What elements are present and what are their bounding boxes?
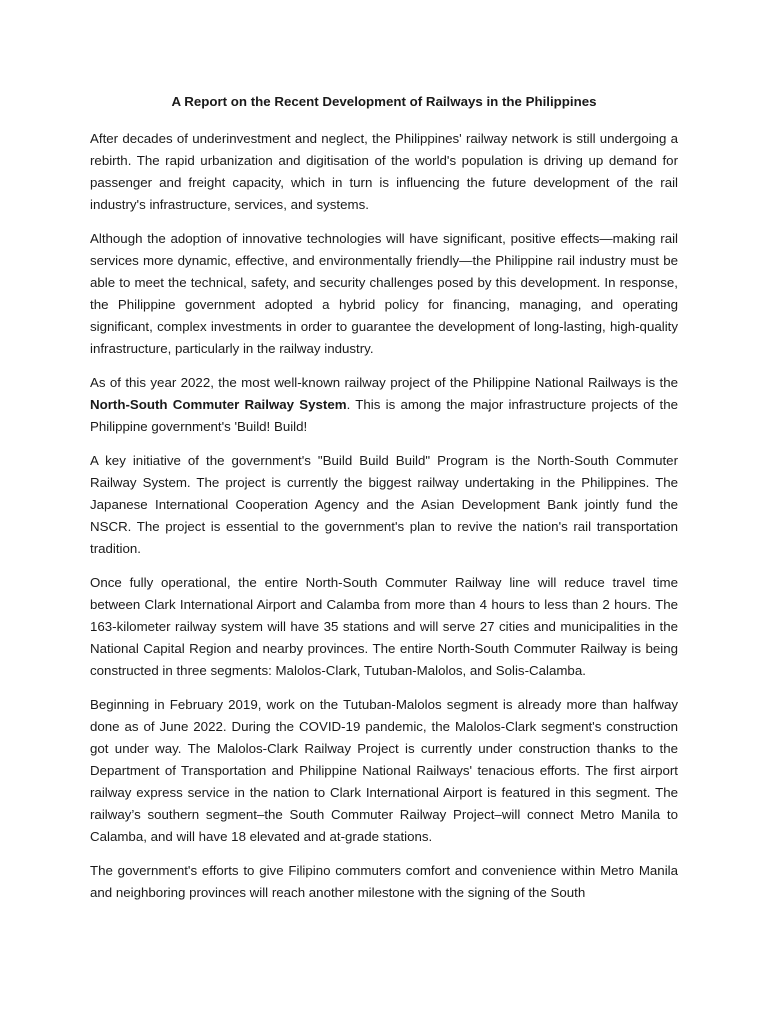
nscr-system-name: North-South Commuter Railway System: [90, 397, 347, 412]
document-title: A Report on the Recent Development of Railways in the Philippines: [171, 94, 597, 109]
paragraph-1: After decades of underinvestment and neglect, the Philippines' railway network is still undergoing a rebirth. The rapid urbanization and digitisation of the world's population is driving up demand for passenger and freight capacity, which in turn is influencing the future development of the rail industry's infrastructure, services, and systems.: [90, 131, 678, 212]
paragraph-4: A key initiative of the government's "Build Build Build" Program is the North-South Commuter Railway System. The project is currently the biggest railway undertaking in the Philippines. The Japanese International Cooperation Agency and the Asian Development Bank jointly fund the NSCR. The project is essential to the government's plan to revive the nation's rail transportation tradition.: [90, 453, 678, 556]
paragraph-3-start: As of this year 2022, the most well-known railway project of the Philippine National Railways is the: [90, 375, 678, 390]
document-page: [90, 92, 678, 916]
paragraph-6: Beginning in February 2019, work on the Tutuban-Malolos segment is already more than halfway done as of June 2022. During the COVID-19 pandemic, the Malolos-Clark segment's construction got under way. The Malolos-Clark Railway Project is currently under construction thanks to the Department of Transportation and Philippine National Railways' tenacious efforts. The first airport railway express service in the nation to Clark International Airport is featured in this segment. The railway’s southern segment–the South Commuter Railway Project–will connect Metro Manila to Calamba, and will have 18 elevated and at-grade stations.: [90, 697, 678, 844]
paragraph-2: Although the adoption of innovative technologies will have significant, positive effects—making rail services more dynamic, effective, and environmentally friendly—the Philippine rail industry must be able to meet the technical, safety, and security challenges posed by this development. In response, the Philippine government adopted a hybrid policy for financing, managing, and operating significant, complex investments in order to guarantee the development of long-lasting, high-quality infrastructure, particularly in the railway industry.: [90, 231, 678, 356]
paragraph-3: [90, 372, 678, 438]
paragraph-3-end: . This is among the major infrastructure projects of the Philippine government's 'Build! Build!: [90, 397, 678, 434]
paragraph-7: The government's efforts to give Filipino commuters comfort and convenience within Metro Manila and neighboring provinces will reach another milestone with the signing of the South: [90, 863, 678, 900]
paragraph-5: Once fully operational, the entire North-South Commuter Railway line will reduce travel time between Clark International Airport and Calamba from more than 4 hours to less than 2 hours. The 163-kilometer railway system will have 35 stations and will serve 27 cities and municipalities in the National Capital Region and nearby provinces. The entire North-South Commuter Railway is being constructed in three segments: Malolos-Clark, Tutuban-Malolos, and Solis-Calamba.: [90, 575, 678, 678]
